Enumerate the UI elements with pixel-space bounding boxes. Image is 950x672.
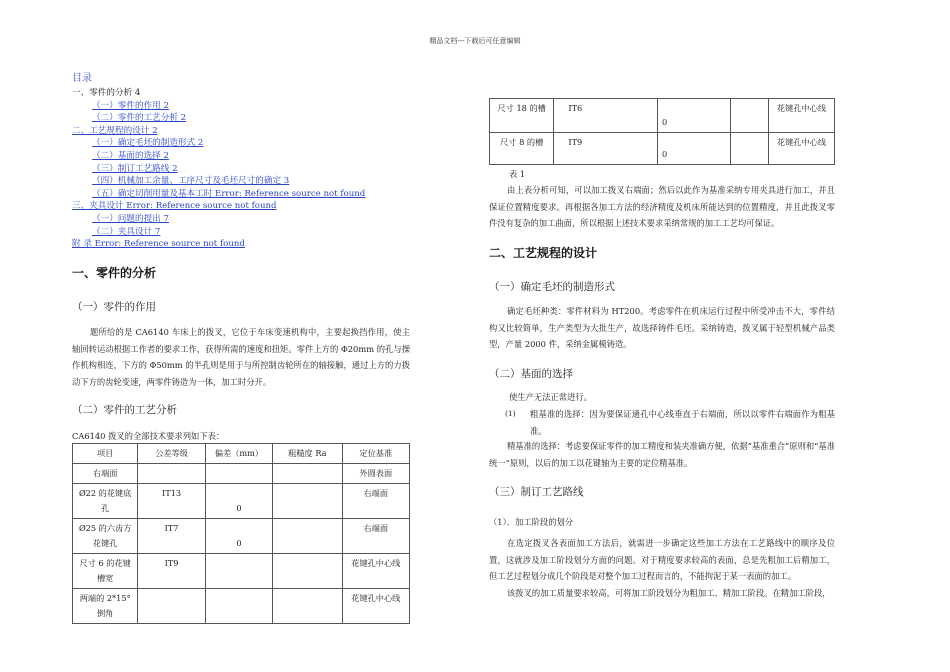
toc-item[interactable]: 附 录 Error: Reference source not found <box>72 239 245 250</box>
cell-item: 尺寸 6 的花键槽宽 <box>73 554 138 589</box>
cell-item: Ø22 的花键底孔 <box>73 484 138 519</box>
cell-deviation <box>205 554 272 589</box>
cell-grade: IT9 <box>138 554 205 589</box>
cell-datum: 花键孔中心线 <box>342 554 409 589</box>
cell-datum: 花键孔中心线 <box>768 133 834 165</box>
cell-deviation <box>205 484 272 519</box>
section-heading-part-analysis: 一、零件的分析 <box>72 266 157 280</box>
cell-grade <box>138 464 205 484</box>
table-row <box>73 589 410 624</box>
subheading-part-function: （一）零件的作用 <box>72 301 156 313</box>
header-cell: 偏差（mm） <box>205 444 272 464</box>
cell-datum: 外圆表面 <box>342 464 409 484</box>
cell-roughness <box>730 133 768 165</box>
toc-item[interactable]: 二、工艺规程的设计 2 <box>72 125 158 136</box>
cell-grade: IT9 <box>554 133 658 165</box>
table-header-row <box>73 444 410 464</box>
requirements-table-right <box>489 98 835 165</box>
toc-item[interactable]: （一）问题的提出 7 <box>92 213 169 224</box>
cell-roughness <box>273 484 342 519</box>
paragraph-machining-quality: 该拨叉的加工质量要求较高，可将加工阶段划分为粗加工、精加工阶段。在精加工阶段， <box>507 588 831 598</box>
cell-grade: IT13 <box>138 484 205 519</box>
subheading-process-route: （三）制订工艺路线 <box>489 486 584 498</box>
cell-item: Ø25 的六齿方花键孔 <box>73 519 138 554</box>
cell-deviation <box>205 519 272 554</box>
toc-title: 目录 <box>72 73 92 84</box>
paragraph-blank-form: 确定毛坯种类：零件材料为 HT200。考虑零件在机床运行过程中所受冲击不大，零件结构又比较简单，生产类型为大批生产，故选择铸件毛坯。采纳铸造，拨叉属于轻型机械产品类型，产量 2000 件，采纳金属模铸造。 <box>489 306 835 350</box>
cell-datum: 右端面 <box>342 484 409 519</box>
toc-item[interactable]: （三）制订工艺路线 2 <box>92 163 178 174</box>
requirements-table-left <box>72 443 410 624</box>
cell-roughness <box>273 464 342 484</box>
cell-deviation <box>658 133 731 165</box>
cell-item: 尺寸 8 的槽 <box>490 133 554 165</box>
list-number: (1) <box>505 409 516 418</box>
deviation-value: 0 <box>662 117 668 127</box>
table-caption: CA6140 拨叉的全部技术要求列如下表： <box>72 431 225 441</box>
deviation-value: 0 <box>236 503 242 513</box>
toc-item[interactable]: （一）零件的作用 2 <box>92 100 169 111</box>
paragraph-part-function: 题所给的是 CA6140 车床上的拨叉，它位于车床变速机构中，主要起换挡作用，使主轴回转运动根据工作者的要求工作，获得所需的速度和扭矩。零件上方的 Φ20mm 的孔与操作机构相连，下方的 Φ50mm 的半孔则是用于与所控制齿轮所在的轴接触，通过上方的力拨动下方的齿轮变速，两零件铸造为一体，加工时分开。 <box>72 327 410 387</box>
table-row <box>73 464 410 484</box>
table-label: 表 1 <box>509 169 526 179</box>
toc-item: 一、零件的分析 4 <box>72 88 141 98</box>
table-row <box>73 519 410 554</box>
cell-deviation <box>205 589 272 624</box>
subheading-blank-form: （一）确定毛坯的制造形式 <box>489 281 615 293</box>
table-of-contents <box>72 87 365 251</box>
subheading-process-analysis: （二）零件的工艺分析 <box>72 404 177 416</box>
cell-grade: IT7 <box>138 519 205 554</box>
cell-datum: 花键孔中心线 <box>342 589 409 624</box>
toc-item[interactable]: （四）机械加工余量、工序尺寸及毛坯尺寸的确定 3 <box>92 176 290 187</box>
header-cell: 粗糙度 Ra <box>273 444 342 464</box>
cell-grade <box>138 589 205 624</box>
deviation-value: 0 <box>662 149 668 159</box>
paragraph-table-analysis: 由上表分析可知，可以加工拨叉右端面；然后以此作为基准采纳专用夹具进行加工，并且保证位置精度要求。再根据各加工方法的经济精度及机床所能达到的位置精度，并且此拨叉零件没有复杂的加工曲面，所以根据上述技术要求采纳常规的加工工艺均可保证。 <box>489 185 835 229</box>
toc-item[interactable]: （二）夹具设计 7 <box>92 226 161 237</box>
cell-deviation <box>658 99 731 133</box>
table-row <box>73 554 410 589</box>
cell-roughness <box>273 554 342 589</box>
toc-item[interactable]: （五）确定切削用量及基本工时 Error: Reference source not found <box>92 188 366 199</box>
header-cell: 项目 <box>73 444 138 464</box>
header-cell: 公差等级 <box>138 444 205 464</box>
header-cell: 定位基准 <box>342 444 409 464</box>
paragraph-stage-division: 在选定拨叉各表面加工方法后，就需进一步确定这些加工方法在工艺路线中的顺序及位置，这就涉及加工阶段划分方面的问题。对于精度要求较高的表面，总是先粗加工后精加工，但工艺过程划分成几个阶段是对整个加工过程而言的，不能拘泥于某一表面的加工。 <box>489 538 835 582</box>
cell-roughness <box>273 519 342 554</box>
toc-item[interactable]: （二）零件的工艺分析 2 <box>92 113 187 124</box>
cell-deviation <box>205 464 272 484</box>
cell-datum: 花键孔中心线 <box>768 99 834 133</box>
cell-item: 右端面 <box>73 464 138 484</box>
subheading-stage-division: （1）．加工阶段的划分 <box>489 517 574 527</box>
table-row <box>73 484 410 519</box>
cell-grade: IT6 <box>554 99 658 133</box>
paragraph-rough-datum: 粗基准的选择：因为要保证通孔中心线垂直于右端面，所以以零件右端面作为粗基准。 <box>530 409 835 436</box>
cell-datum: 右端面 <box>342 519 409 554</box>
deviation-value: 0 <box>236 538 242 548</box>
cell-item: 尺寸 18 的槽 <box>490 99 554 133</box>
toc-item[interactable]: （一）确定毛坯的制造形式 2 <box>92 138 204 149</box>
page-header: 精品文档---下载后可任意编辑 <box>429 37 521 45</box>
toc-item[interactable]: （二）基面的选择 2 <box>92 150 169 161</box>
table-row <box>490 133 835 165</box>
subheading-datum-selection: （二）基面的选择 <box>489 368 573 380</box>
toc-item[interactable]: 三、夹具设计 Error: Reference source not found <box>72 201 277 212</box>
paragraph-datum-intro: 使生产无法正常进行。 <box>509 392 592 402</box>
paragraph-fine-datum: 精基准的选择：考虑要保证零件的加工精度和装夹准确方便，依据“基准重合”原则和“基准统一”原则，以后的加工以花键轴为主要的定位精基准。 <box>489 441 836 468</box>
section-heading-process-design: 二、工艺规程的设计 <box>489 246 598 260</box>
cell-roughness <box>730 99 768 133</box>
table-row <box>490 99 835 133</box>
cell-roughness <box>273 589 342 624</box>
cell-item: 两端的 2*15°倒角 <box>73 589 138 624</box>
